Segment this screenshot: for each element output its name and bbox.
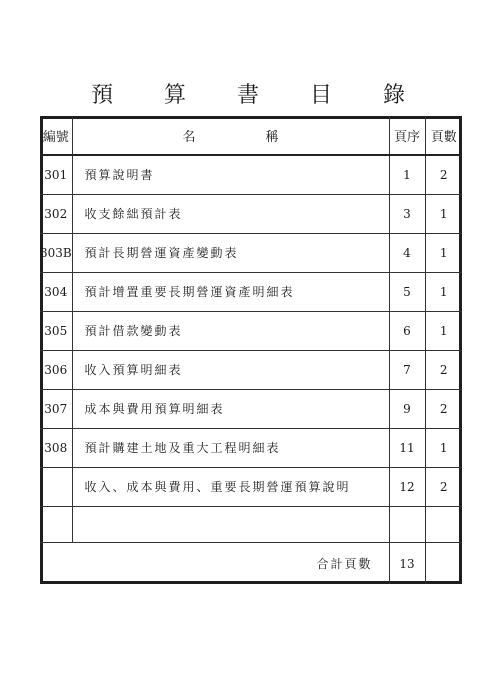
table-row bbox=[40, 467, 462, 506]
header-page: 頁序 bbox=[389, 116, 425, 155]
row-count: 1 bbox=[425, 194, 462, 233]
header-name: 名稱 bbox=[72, 116, 389, 155]
total-row bbox=[40, 543, 462, 584]
row-count: 2 bbox=[425, 389, 462, 428]
row-page: 3 bbox=[389, 194, 425, 233]
total-value: 13 bbox=[389, 543, 425, 584]
row-page: 9 bbox=[389, 389, 425, 428]
row-code: 307 bbox=[40, 389, 72, 428]
row-code: 305 bbox=[40, 311, 72, 350]
row-code: 301 bbox=[40, 155, 72, 194]
row-code: 308 bbox=[40, 428, 72, 467]
table-row bbox=[40, 350, 462, 389]
header-code: 編號 bbox=[40, 116, 72, 155]
header-row bbox=[40, 116, 462, 155]
row-name: 預計長期營運資產變動表 bbox=[72, 233, 389, 272]
row-count: 2 bbox=[425, 155, 462, 194]
row-page: 6 bbox=[389, 311, 425, 350]
row-name: 預計借款變動表 bbox=[72, 311, 389, 350]
row-count: 1 bbox=[425, 272, 462, 311]
row-page: 12 bbox=[389, 467, 425, 506]
row-page: 1 bbox=[389, 155, 425, 194]
header-count: 頁數 bbox=[425, 116, 462, 155]
row-page: 7 bbox=[389, 350, 425, 389]
row-name: 預算說明書 bbox=[72, 155, 389, 194]
row-name: 收入、成本與費用、重要長期營運預算說明 bbox=[72, 467, 389, 506]
row-page: 11 bbox=[389, 428, 425, 467]
total-empty-cell bbox=[425, 543, 462, 584]
total-label: 合計頁數 bbox=[40, 543, 389, 584]
row-page: 5 bbox=[389, 272, 425, 311]
row-name: 預計購建土地及重大工程明細表 bbox=[72, 428, 389, 467]
row-name: 成本與費用預算明細表 bbox=[72, 389, 389, 428]
blank-row bbox=[40, 506, 462, 543]
row-code: 304 bbox=[40, 272, 72, 311]
row-code bbox=[40, 467, 72, 506]
table-row bbox=[40, 311, 462, 350]
row-count: 1 bbox=[425, 428, 462, 467]
row-name: 收入預算明細表 bbox=[72, 350, 389, 389]
row-count: 1 bbox=[425, 311, 462, 350]
row-count: 2 bbox=[425, 350, 462, 389]
row-code: 303B bbox=[40, 233, 72, 272]
table-row bbox=[40, 233, 462, 272]
table-row bbox=[40, 194, 462, 233]
toc-table bbox=[40, 116, 462, 584]
table-row bbox=[40, 272, 462, 311]
table-row bbox=[40, 389, 462, 428]
row-name: 預計增置重要長期營運資產明細表 bbox=[72, 272, 389, 311]
row-page: 4 bbox=[389, 233, 425, 272]
row-name: 收支餘絀預計表 bbox=[72, 194, 389, 233]
row-count: 1 bbox=[425, 233, 462, 272]
row-code: 306 bbox=[40, 350, 72, 389]
table-row bbox=[40, 155, 462, 194]
table-row bbox=[40, 428, 462, 467]
page-title: 預 算 書 目 錄 bbox=[91, 83, 427, 108]
row-count: 2 bbox=[425, 467, 462, 506]
row-code: 302 bbox=[40, 194, 72, 233]
